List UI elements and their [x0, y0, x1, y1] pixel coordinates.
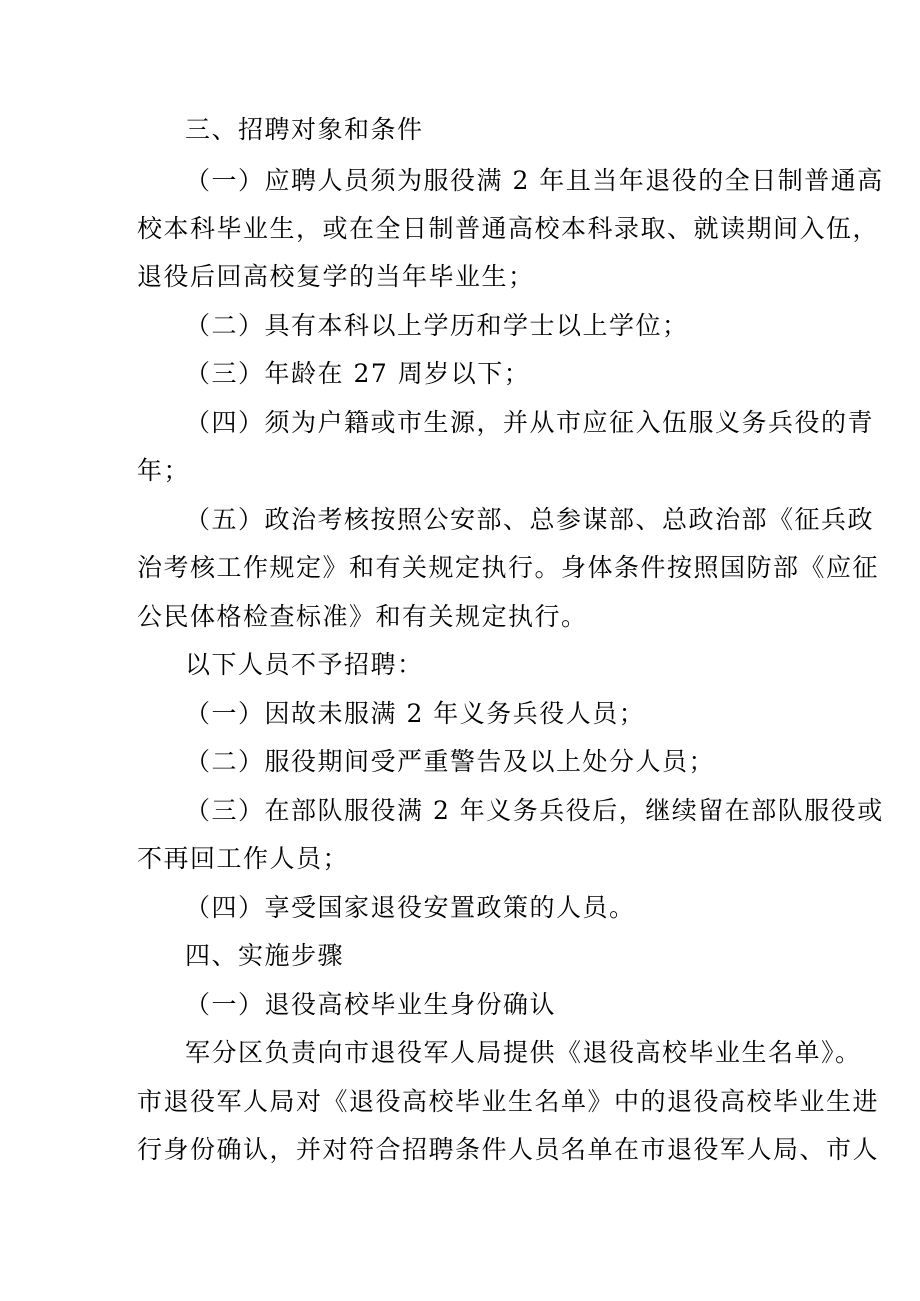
step-1-paragraph-line-2: 市退役军人局对《退役高校毕业生名单》中的退役高校毕业生进 — [137, 1087, 880, 1116]
condition-3: （三）年龄在 27 周岁以下； — [185, 359, 531, 388]
condition-5-line-1: （五）政治考核按照公安部、总参谋部、总政治部《征兵政 — [185, 505, 875, 534]
condition-1-line-1: （一）应聘人员须为服役满 2 年且当年退役的全日制普通高 — [185, 166, 884, 195]
exclusion-2: （二）服役期间受严重警告及以上处分人员； — [185, 747, 716, 776]
step-1-paragraph-line-3: 行身份确认，并对符合招聘条件人员名单在市退役军人局、市人 — [137, 1135, 880, 1164]
condition-2: （二）具有本科以上学历和学士以上学位； — [185, 311, 689, 340]
step-1-heading: （一）退役高校毕业生身份确认 — [185, 990, 557, 1019]
section-heading-recruitment-conditions: 三、招聘对象和条件 — [185, 115, 424, 144]
exclusion-3-line-1: （三）在部队服役满 2 年义务兵役后，继续留在部队服役或 — [185, 796, 884, 825]
condition-5-line-3: 公民体格检查标准》和有关规定执行。 — [137, 602, 588, 631]
condition-4-line-2: 年； — [137, 456, 191, 485]
condition-1-line-2: 校本科毕业生，或在全日制普通高校本科录取、就读期间入伍， — [137, 214, 880, 243]
exclusion-4: （四）享受国家退役安置政策的人员。 — [185, 893, 636, 922]
exclusions-intro: 以下人员不予招聘： — [185, 650, 424, 679]
condition-1-line-3: 退役后回高校复学的当年毕业生； — [137, 262, 535, 291]
step-1-paragraph-line-1: 军分区负责向市退役军人局提供《退役高校毕业生名单》。 — [185, 1038, 862, 1067]
exclusion-1: （一）因故未服满 2 年义务兵役人员； — [185, 699, 646, 728]
condition-5-line-2: 治考核工作规定》和有关规定执行。身体条件按照国防部《应征 — [137, 553, 880, 582]
exclusion-3-line-2: 不再回工作人员； — [137, 844, 350, 873]
condition-4-line-1: （四）须为户籍或市生源，并从市应征入伍服义务兵役的青 — [185, 408, 875, 437]
section-heading-implementation-steps: 四、实施步骤 — [185, 941, 345, 970]
